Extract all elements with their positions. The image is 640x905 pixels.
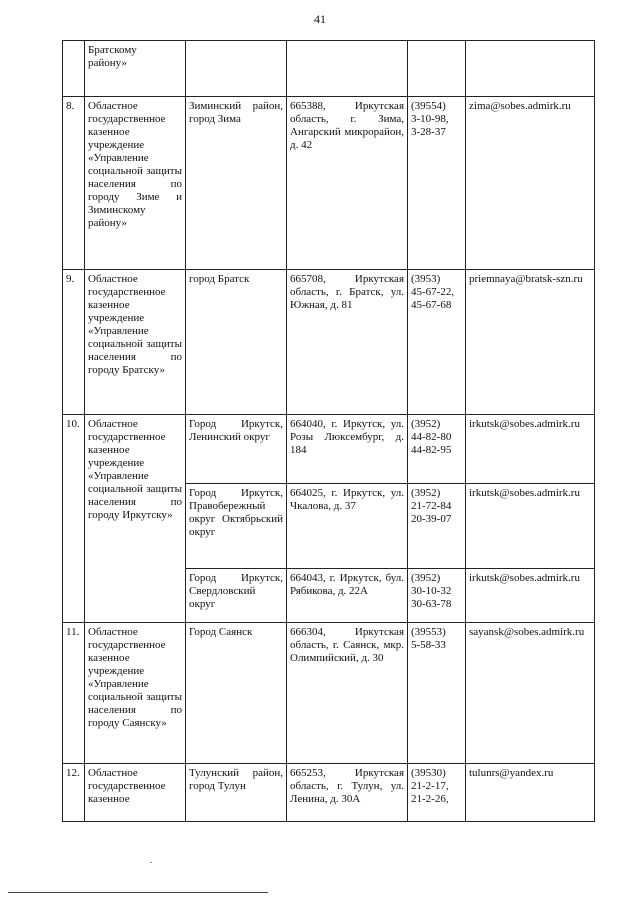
institutions-table xyxy=(62,40,595,822)
table-row xyxy=(63,41,595,97)
page-number: 41 xyxy=(314,12,326,26)
address-cell: 666304, Иркутская область, г. Саянск, мкр. Олимпийский, д. 30 xyxy=(287,623,408,764)
phone-cell: (3952) 44-82-80 44-82-95 xyxy=(408,415,466,484)
row-number: 12. xyxy=(63,764,85,822)
phone-cell: (3952) 30-10-32 30-63-78 xyxy=(408,569,466,623)
phone-cell: (3953) 45-67-22, 45-67-68 xyxy=(408,270,466,415)
territory-cell: Город Саянск xyxy=(186,623,287,764)
phone-cell: (39554) 3-10-98, 3-28-37 xyxy=(408,97,466,270)
organization-cell: Областное государственное казенное учреждение «Управление социальной защиты населения по городу Зиме и Зиминскому району» xyxy=(85,97,186,270)
row-number: 9. xyxy=(63,270,85,415)
table-row xyxy=(63,764,595,822)
organization-cell: Братскому району» xyxy=(85,41,186,97)
email-cell: tulunrs@yandex.ru xyxy=(466,764,595,822)
territory-cell: Тулунский район, город Тулун xyxy=(186,764,287,822)
phone-cell: (3952) 21-72-84 20-39-07 xyxy=(408,484,466,569)
footnote-separator xyxy=(8,892,268,893)
territory-cell: Город Иркутск, Правобережный округ Октябрьский округ xyxy=(186,484,287,569)
territory-cell: город Братск xyxy=(186,270,287,415)
row-number: 11. xyxy=(63,623,85,764)
email-cell xyxy=(466,41,595,97)
organization-cell: Областное государственное казенное учреждение «Управление социальной защиты населения по городу Братску» xyxy=(85,270,186,415)
address-cell: 664040, г. Иркутск, ул. Розы Люксембург, д. 184 xyxy=(287,415,408,484)
phone-cell xyxy=(408,41,466,97)
table-row xyxy=(63,270,595,415)
address-cell: 665388, Иркутская область, г. Зима, Ангарский микрорайон, д. 42 xyxy=(287,97,408,270)
table-row xyxy=(63,415,595,484)
territory-cell: Город Иркутск, Ленинский округ xyxy=(186,415,287,484)
territory-cell: Город Иркутск, Свердловский округ xyxy=(186,569,287,623)
territory-cell xyxy=(186,41,287,97)
email-cell: sayansk@sobes.admirk.ru xyxy=(466,623,595,764)
row-number xyxy=(63,41,85,97)
table-row xyxy=(63,623,595,764)
row-number: 8. xyxy=(63,97,85,270)
table-row xyxy=(63,97,595,270)
phone-cell: (39553) 5-58-33 xyxy=(408,623,466,764)
organization-cell: Областное государственное казенное xyxy=(85,764,186,822)
email-cell: zima@sobes.admirk.ru xyxy=(466,97,595,270)
address-cell xyxy=(287,41,408,97)
email-cell: irkutsk@sobes.admirk.ru xyxy=(466,569,595,623)
organization-cell: Областное государственное казенное учреждение «Управление социальной защиты населения по городу Саянску» xyxy=(85,623,186,764)
organization-cell: Областное государственное казенное учреждение «Управление социальной защиты населения по городу Иркутску» xyxy=(85,415,186,623)
territory-cell: Зиминский район, город Зима xyxy=(186,97,287,270)
address-cell: 665253, Иркутская область, г. Тулун, ул. Ленина, д. 30А xyxy=(287,764,408,822)
row-number: 10. xyxy=(63,415,85,623)
email-cell: irkutsk@sobes.admirk.ru xyxy=(466,415,595,484)
address-cell: 664025, г. Иркутск, ул. Чкалова, д. 37 xyxy=(287,484,408,569)
email-cell: irkutsk@sobes.admirk.ru xyxy=(466,484,595,569)
address-cell: 665708, Иркутская область, г. Братск, ул. Южная, д. 81 xyxy=(287,270,408,415)
address-cell: 664043, г. Иркутск, бул. Рябикова, д. 22А xyxy=(287,569,408,623)
email-cell: priemnaya@bratsk-szn.ru xyxy=(466,270,595,415)
phone-cell: (39530) 21-2-17, 21-2-26, xyxy=(408,764,466,822)
scan-dot xyxy=(150,862,152,863)
